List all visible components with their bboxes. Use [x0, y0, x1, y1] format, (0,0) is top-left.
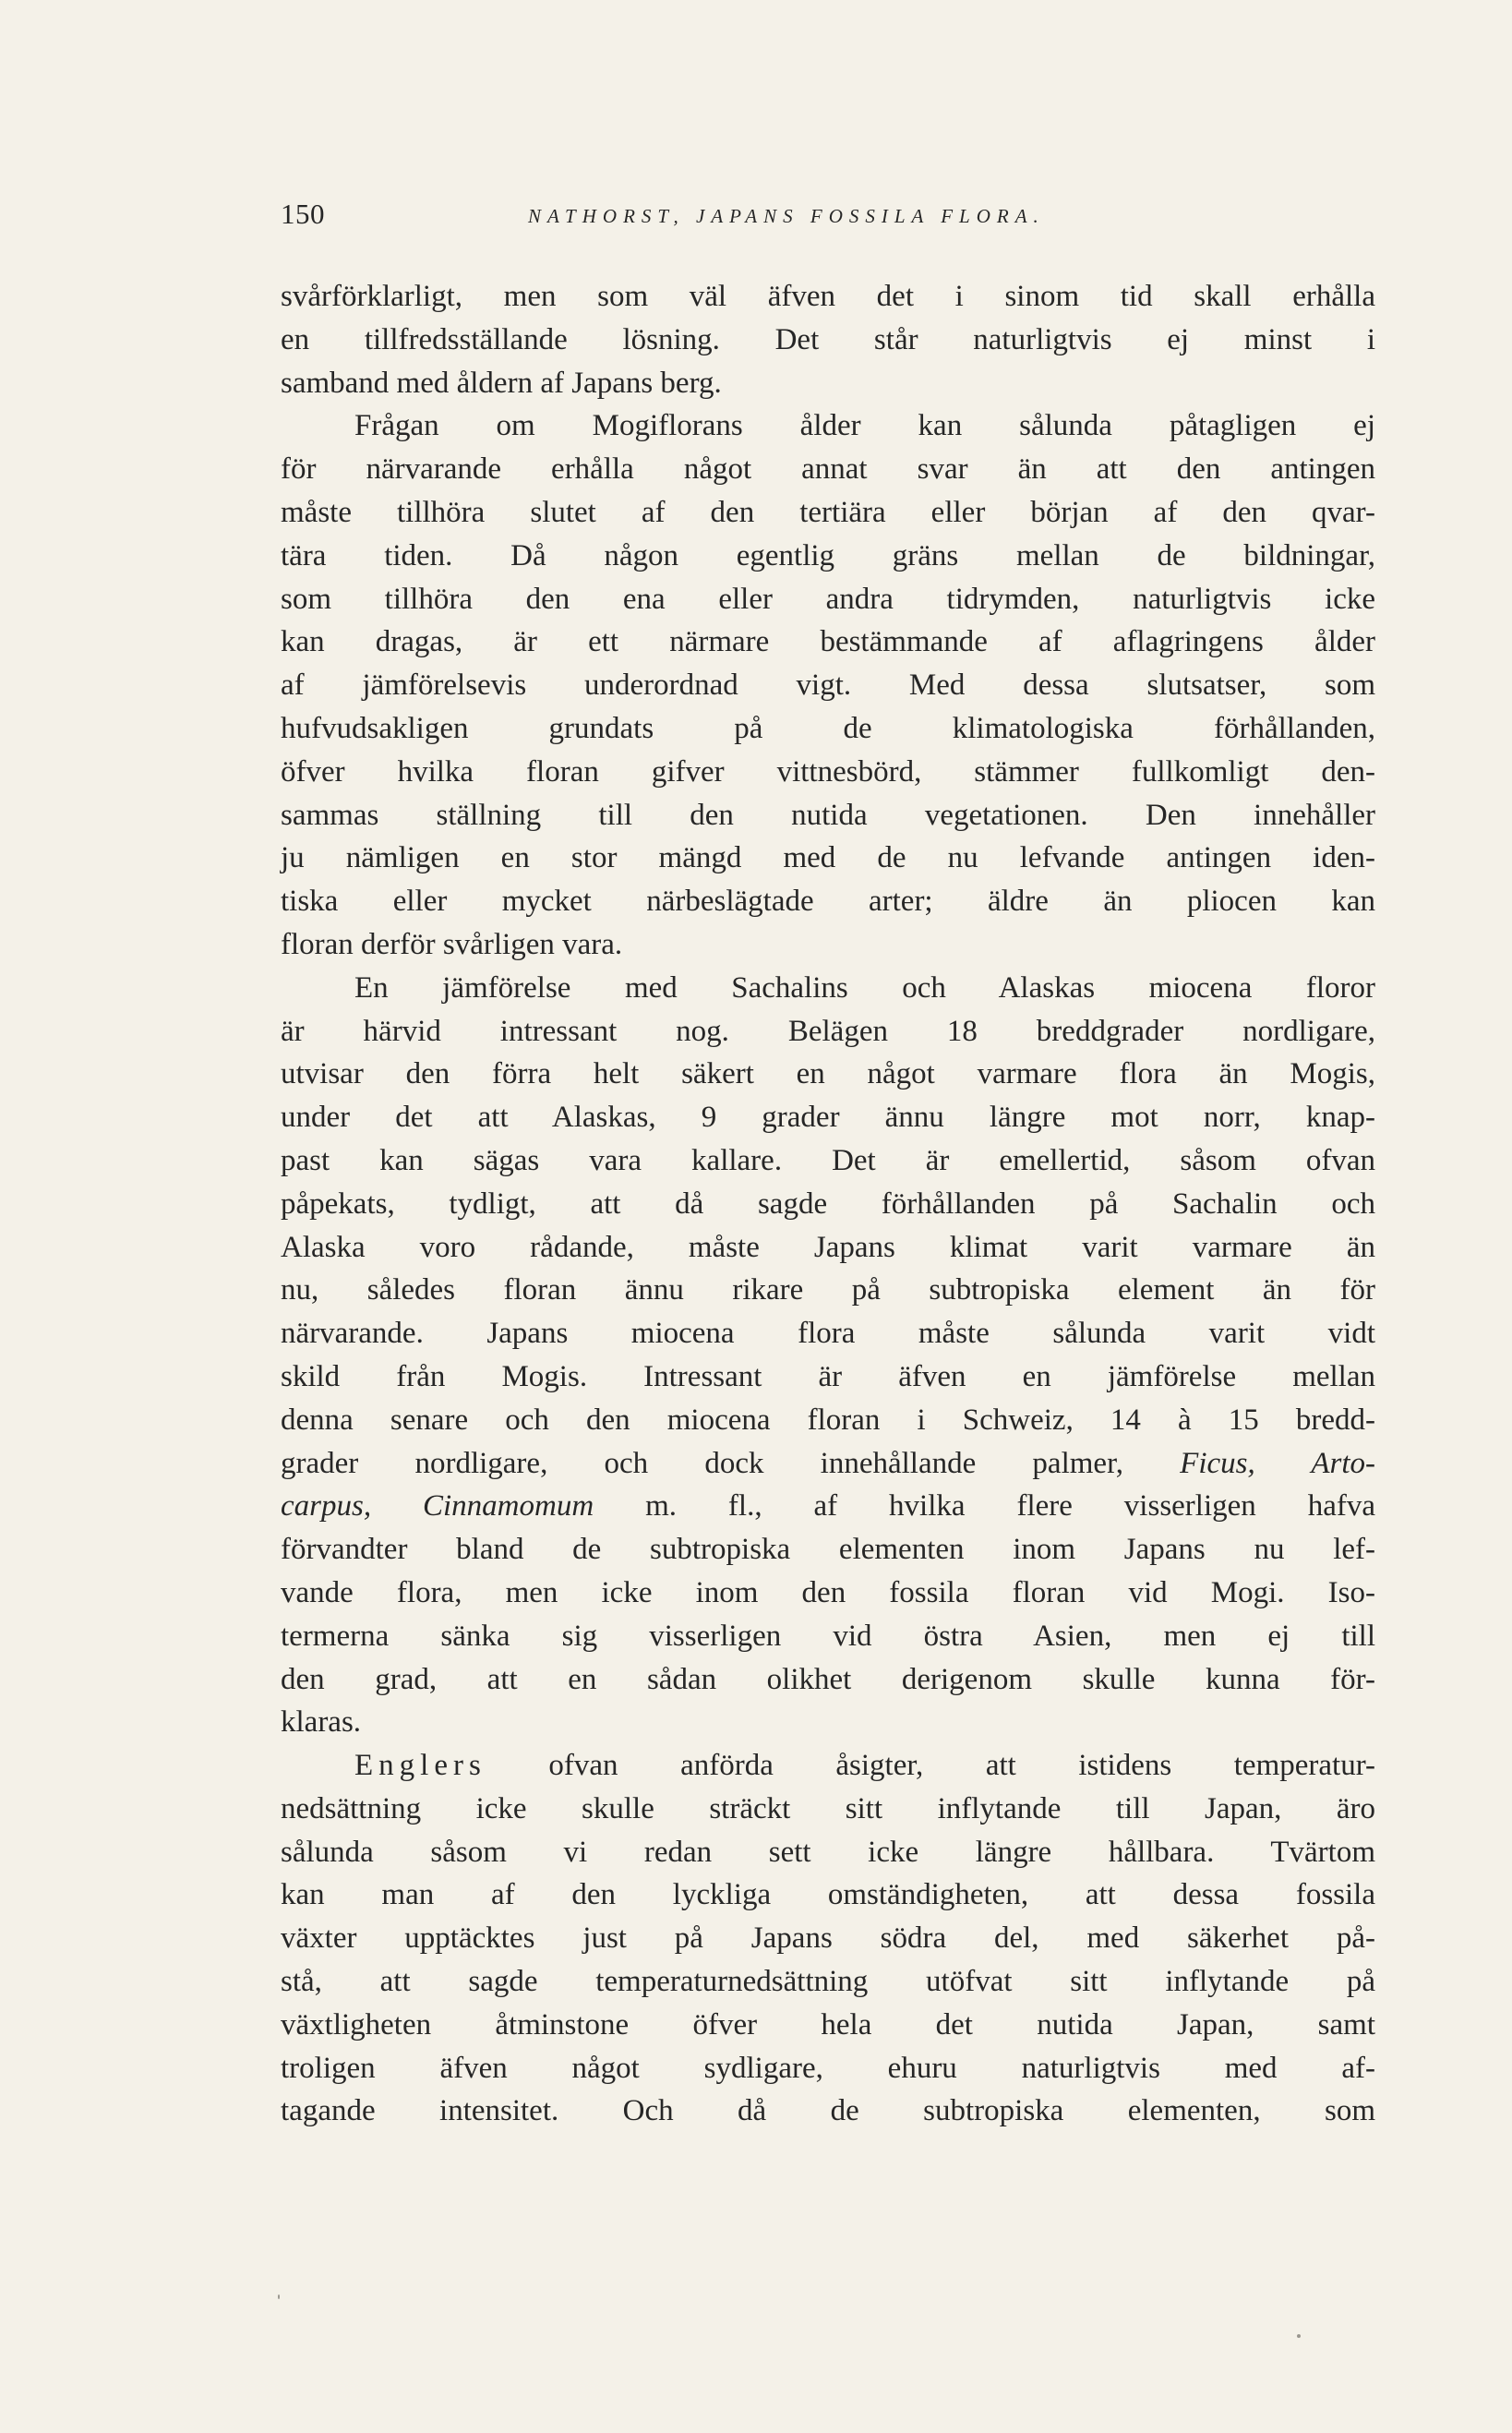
text-line: troligen äfven något sydligare, ehuru naturligtvis med af- [281, 2051, 1375, 2085]
text-line: svårförklarligt, men som väl äfven det i sinom tid skall erhålla [281, 280, 1375, 313]
text-line: floran derför svårligen vara. [281, 927, 623, 961]
paper-speck [1297, 2334, 1301, 2338]
page-number: 150 [281, 198, 325, 230]
text-line: ju nämligen en stor mängd med de nu lefvande antingen iden- [281, 841, 1375, 875]
spaced-author-name: Englers [354, 1749, 486, 1783]
text-run: m. fl., af hvilka flere visserligen hafva [645, 1489, 1375, 1524]
text-line: sammas ställning till den nutida vegetationen. Den innehåller [281, 798, 1375, 832]
text-line: som tillhöra den ena eller andra tidrymden, naturligtvis icke [281, 582, 1375, 616]
text-line: sålunda såsom vi redan sett icke längre hållbara. Tvärtom [281, 1835, 1375, 1869]
body-text [281, 275, 1375, 2133]
text-line: skild från Mogis. Intressant är äfven en jämförelse mellan [281, 1359, 1375, 1393]
text-line: utvisar den förra helt säkert en något varmare flora än Mogis, [281, 1057, 1375, 1091]
text-line: kan man af den lyckliga omständigheten, att dessa fossila [281, 1878, 1375, 1912]
text-line: En jämförelse med Sachalins och Alaskas miocena floror [354, 970, 1375, 1005]
text-line: tära tiden. Då någon egentlig gräns mellan de bildningar, [281, 538, 1375, 572]
text-line: växtligheten åtminstone öfver hela det nutida Japan, samt [281, 2007, 1375, 2042]
text-run: ofvan anförda åsigter, att istidens temperatur- [548, 1749, 1376, 1783]
text-line: Frågan om Mogiflorans ålder kan sålunda påtagligen ej [354, 409, 1375, 443]
text-line: Alaska voro rådande, måste Japans klimat varit varmare än [281, 1230, 1375, 1264]
text-line: den grad, att en sådan olikhet derigenom skulle kunna för- [281, 1662, 1375, 1696]
page-header [281, 196, 1375, 233]
text-line: under det att Alaskas, 9 grader ännu längre mot norr, knap- [281, 1101, 1375, 1135]
running-head: NATHORST, JAPANS FOSSILA FLORA. [528, 205, 1045, 227]
text-line: är härvid intressant nog. Belägen 18 breddgrader nordligare, [281, 1014, 1375, 1048]
text-line: denna senare och den miocena floran i Schweiz, 14 à 15 bredd- [281, 1403, 1375, 1437]
text-line: kan dragas, är ett närmare bestämmande af aflagringens ålder [281, 625, 1375, 659]
text-line: tiska eller mycket närbeslägtade arter; äldre än pliocen kan [281, 885, 1375, 919]
text-line: nu, således floran ännu rikare på subtropiska element än för [281, 1273, 1375, 1307]
text-line-mixed [281, 1485, 1375, 1528]
text-line: nedsättning icke skulle sträckt sitt inflytande till Japan, äro [281, 1791, 1375, 1825]
text-line: vande flora, men icke inom den fossila floran vid Mogi. Iso- [281, 1575, 1375, 1609]
text-line: växter upptäcktes just på Japans södra del, med säkerhet på- [281, 1921, 1375, 1956]
paper-speck [278, 2294, 280, 2299]
text-line: hufvudsakligen grundats på de klimatologiska förhållanden, [281, 711, 1375, 745]
italic-genus-names: Ficus, Arto- [1180, 1446, 1375, 1480]
text-line: närvarande. Japans miocena flora måste sålunda varit vidt [281, 1317, 1375, 1351]
text-run: grader nordligare, och dock innehållande palmer, [281, 1446, 1123, 1480]
text-line: termerna sänka sig visserligen vid östra Asien, men ej till [281, 1619, 1375, 1653]
text-line: för närvarande erhålla något annat svar än att den antingen [281, 452, 1375, 487]
text-line: klaras. [281, 1705, 362, 1740]
text-line: påpekats, tydligt, att då sagde förhållanden på Sachalin och [281, 1186, 1375, 1221]
text-line: stå, att sagde temperaturnedsättning utöfvat sitt inflytande på [281, 1965, 1375, 1999]
text-line-mixed [281, 1442, 1375, 1486]
text-line: tagande intensitet. Och då de subtropiska elementen, som [281, 2094, 1375, 2128]
text-line: öfver hvilka floran gifver vittnesbörd, stämmer fullkomligt den- [281, 754, 1375, 789]
text-line-mixed [281, 1744, 1375, 1788]
text-line: past kan sägas vara kallare. Det är emellertid, såsom ofvan [281, 1143, 1375, 1177]
italic-genus-names: carpus, Cinnamomum [281, 1489, 594, 1524]
text-line: förvandter bland de subtropiska elementen inom Japans nu lef- [281, 1533, 1375, 1567]
text-line: samband med åldern af Japans berg. [281, 366, 722, 400]
text-line: en tillfredsställande lösning. Det står naturligtvis ej minst i [281, 322, 1375, 356]
text-line: måste tillhöra slutet af den tertiära eller början af den qvar- [281, 495, 1375, 529]
text-line: af jämförelsevis underordnad vigt. Med dessa slutsatser, som [281, 668, 1375, 703]
